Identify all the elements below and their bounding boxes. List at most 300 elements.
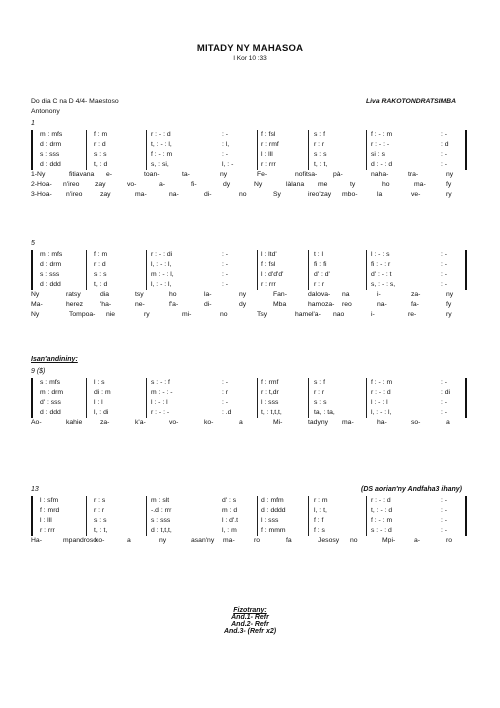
lyric-line <box>31 290 466 300</box>
voice-row <box>31 408 466 418</box>
lyric-syllable: la- <box>204 291 212 298</box>
lyric-syllable: 3-Hoa- <box>31 191 52 198</box>
lyric-syllable: naha- <box>371 171 389 178</box>
note-cell: t, : d <box>94 161 108 168</box>
lyric-syllable: tsy <box>135 291 144 298</box>
note-cell: r : rrr <box>40 527 55 534</box>
bar-line <box>308 496 309 536</box>
lyric-syllable: na- <box>169 191 179 198</box>
note-cell: t, : t, <box>94 527 108 534</box>
note-cell: s : sss <box>40 271 60 278</box>
note-cell: m : slt <box>151 497 170 504</box>
bar-line <box>366 496 367 536</box>
lyric-syllable: hamel'a- <box>295 311 321 318</box>
dal-segno-note: (DS aorian'ny Andfaha3 ihany) <box>361 486 462 493</box>
lyric-line <box>31 170 466 180</box>
bar-line <box>146 250 147 290</box>
note-cell: f : - : m <box>151 151 173 158</box>
note-cell: l, : - <box>222 161 234 168</box>
lyric-syllable: pà- <box>333 171 343 178</box>
note-cell: m : drm <box>40 389 64 396</box>
note-cell: f : - : m <box>371 379 393 386</box>
note-cell: : - <box>222 131 229 138</box>
note-cell: l : s <box>94 379 105 386</box>
bar-line <box>31 378 33 418</box>
note-cell: : - <box>441 281 448 288</box>
bar-line <box>257 250 258 290</box>
note-cell: d : mfm <box>261 497 284 504</box>
lyric-syllable: ko- <box>95 537 105 544</box>
lyric-syllable: ve- <box>411 191 421 198</box>
note-cell: f : s <box>314 527 325 534</box>
lyric-syllable: hamoza- <box>308 301 335 308</box>
note-cell: -.d : rrr <box>151 507 172 514</box>
note-cell: : r <box>222 389 229 396</box>
note-cell: r : d <box>94 261 106 268</box>
note-cell: s : s <box>94 151 107 158</box>
bible-reference: I Kor 10 :33 <box>233 55 267 62</box>
lyric-syllable: no <box>350 537 358 544</box>
note-cell: d : - : d <box>371 161 393 168</box>
lyric-syllable: dy <box>239 301 247 308</box>
lyric-syllable: Ao- <box>31 419 42 426</box>
lyric-syllable: Mi- <box>273 419 283 426</box>
lyric-syllable: ny <box>446 291 454 298</box>
note-cell: d : drm <box>40 141 62 148</box>
structure-line: And.2- Refr <box>231 621 269 628</box>
note-cell: s : s <box>314 151 327 158</box>
note-cell: t, : - : l, <box>151 141 172 148</box>
lyric-syllable: zay <box>100 191 111 198</box>
lyric-syllable: tadyny <box>308 419 329 426</box>
lyric-syllable: ha- <box>377 419 387 426</box>
lyric-syllable: so- <box>411 419 421 426</box>
staff <box>31 130 466 170</box>
lyric-syllable: 1-Ny <box>31 171 46 178</box>
note-cell: : - <box>441 151 448 158</box>
note-cell: l : sfm <box>40 497 59 504</box>
lyric-syllable: ne- <box>135 301 145 308</box>
note-cell: s : - : f <box>151 379 170 386</box>
lyric-syllable: Fan- <box>273 291 287 298</box>
note-cell: l : sss <box>261 399 279 406</box>
lyric-syllable: na <box>342 291 350 298</box>
lyric-syllable: ireo'zay <box>308 191 332 198</box>
lyric-line <box>31 190 466 200</box>
lyric-syllable: a <box>446 419 450 426</box>
lyric-syllable: 2-Hoa- <box>31 181 52 188</box>
note-cell: : - <box>441 251 448 258</box>
note-cell: : - <box>222 261 229 268</box>
lyric-syllable: ho <box>169 291 177 298</box>
note-cell: r : r <box>314 389 325 396</box>
lyric-syllable: reo <box>342 301 352 308</box>
lyric-syllable: dy <box>223 181 231 188</box>
lyric-line <box>31 536 466 546</box>
lyric-syllable: làlana <box>286 181 305 188</box>
lyric-syllable: e- <box>106 171 113 178</box>
lyric-syllable: fa <box>286 537 292 544</box>
bar-line <box>31 250 33 290</box>
bar-line <box>257 496 258 536</box>
note-cell: l : lll <box>40 517 52 524</box>
bar-line <box>31 130 33 170</box>
lyric-line <box>31 180 466 190</box>
lyric-syllable: n'ireo <box>66 191 83 198</box>
note-cell: s : f <box>314 131 325 138</box>
note-cell: r : - : - <box>371 141 390 148</box>
note-cell: l : - : s <box>371 251 390 258</box>
lyric-syllable: fitiavana <box>69 171 95 178</box>
lyric-syllable: ho <box>382 181 390 188</box>
note-cell: s, : - : s, <box>371 281 396 288</box>
note-cell: f : - : m <box>371 517 393 524</box>
lyric-syllable: ny <box>239 291 247 298</box>
voice-row <box>31 398 466 408</box>
note-cell: : - <box>441 379 448 386</box>
note-cell: s : sss <box>151 517 171 524</box>
note-cell: : - <box>441 399 448 406</box>
lyric-syllable: ko- <box>204 419 214 426</box>
lyric-syllable: ry <box>446 311 452 318</box>
note-cell: d : dddd <box>261 507 286 514</box>
lyric-syllable: fy <box>446 301 452 308</box>
note-cell: s, : si, <box>151 161 169 168</box>
note-cell: : - <box>222 379 229 386</box>
lyric-syllable: nofitsa- <box>295 171 318 178</box>
lyric-line <box>31 310 466 320</box>
note-cell: r : r <box>314 281 325 288</box>
note-cell: : - <box>441 497 448 504</box>
measure-number: 1 <box>31 120 35 127</box>
lyric-syllable: zay <box>95 181 106 188</box>
bar-line <box>465 496 467 536</box>
lyric-syllable: 'ha- <box>100 301 112 308</box>
lyric-syllable: asan'ny <box>191 537 215 544</box>
note-cell: m : - : - <box>151 389 173 396</box>
lyric-syllable: no <box>239 191 247 198</box>
staff <box>31 378 466 418</box>
bar-line <box>86 496 87 536</box>
note-cell: m : mfs <box>40 251 63 258</box>
lyric-line <box>31 418 466 428</box>
note-cell: f : fsl <box>261 261 276 268</box>
lyric-syllable: vo- <box>169 419 179 426</box>
lyric-syllable: la <box>377 191 383 198</box>
bar-line <box>308 130 309 170</box>
note-cell: s : - : d <box>371 527 392 534</box>
note-cell: l : - : l <box>151 399 168 406</box>
note-cell: : - <box>441 527 448 534</box>
note-cell: r : m <box>314 497 328 504</box>
lyric-syllable: a- <box>414 537 421 544</box>
measure-number: 9 ($) <box>31 368 46 375</box>
note-cell: m : - : l, <box>151 271 174 278</box>
note-cell: t : l <box>314 251 324 258</box>
note-cell: r : d <box>94 141 106 148</box>
lyric-syllable: fy <box>446 181 452 188</box>
lyric-syllable: ny <box>220 171 228 178</box>
note-cell: : - <box>441 507 448 514</box>
note-cell: l, : t, <box>314 507 327 514</box>
structure-line: And.3- (Refr x2) <box>223 628 277 635</box>
lyric-syllable: Sy <box>273 191 281 198</box>
note-cell: r : - : d <box>371 497 391 504</box>
lyric-syllable: ty <box>350 181 356 188</box>
voice-row <box>31 140 466 150</box>
song-title: MITADY NY MAHASOA <box>196 43 304 54</box>
note-cell: ta, : ta, <box>314 409 335 416</box>
note-cell: : - <box>441 131 448 138</box>
note-cell: : - <box>441 161 448 168</box>
composer-name: Liva RAKOTONDRATSIMBA <box>366 98 456 105</box>
lyric-syllable: mbo- <box>342 191 358 198</box>
note-cell: r : r <box>314 141 325 148</box>
bar-line <box>257 378 258 418</box>
bar-line <box>146 378 147 418</box>
note-cell: l : - : l <box>371 399 388 406</box>
lyric-syllable: herez <box>66 301 84 308</box>
note-cell: : - <box>222 251 229 258</box>
note-cell: t, : d <box>94 281 108 288</box>
lyric-syllable: toan- <box>144 171 160 178</box>
voice-row <box>31 160 466 170</box>
bar-line <box>366 250 367 290</box>
structure-lines <box>0 614 500 635</box>
lyric-syllable: tra- <box>408 171 419 178</box>
lyric-syllable: di- <box>204 301 212 308</box>
system-heading: Isan'andininy: <box>31 356 78 363</box>
note-cell: f : m <box>94 131 108 138</box>
bar-line <box>86 378 87 418</box>
note-cell: : - <box>222 399 229 406</box>
lyric-syllable: dia <box>100 291 110 298</box>
voice-row <box>31 526 466 536</box>
bar-line <box>86 250 87 290</box>
voice-row <box>31 506 466 516</box>
note-cell: d : t,t,t, <box>151 527 172 534</box>
lyric-syllable: ro <box>446 537 453 544</box>
voice-row <box>31 280 466 290</box>
note-cell: : di <box>441 389 451 396</box>
note-cell: : .d <box>222 409 232 416</box>
lyric-syllable: kahie <box>66 419 83 426</box>
measure-number: 13 <box>31 486 39 493</box>
note-cell: l, : - : l, <box>371 409 392 416</box>
note-cell: f : m <box>94 251 108 258</box>
note-cell: t, : - : d <box>371 507 393 514</box>
note-cell: : - <box>222 281 229 288</box>
structure-block <box>0 607 500 635</box>
lyric-syllable: ny <box>159 537 167 544</box>
lyric-syllable: nie <box>106 311 116 318</box>
lyric-syllable: Mba <box>273 301 287 308</box>
arranger-name: Antonony <box>31 108 60 115</box>
bar-line <box>308 378 309 418</box>
note-cell: d : drm <box>40 261 62 268</box>
lyric-line <box>31 300 466 310</box>
note-cell: s : s <box>94 271 107 278</box>
note-cell: l : l <box>94 399 103 406</box>
voice-row <box>31 130 466 140</box>
lyric-syllable: mi- <box>182 311 192 318</box>
note-cell: d : ddd <box>40 161 61 168</box>
note-cell: t, : t, <box>314 161 328 168</box>
bar-line <box>257 130 258 170</box>
note-cell: : - <box>441 261 448 268</box>
note-cell: r : - : d <box>371 389 391 396</box>
voice-row <box>31 250 466 260</box>
bar-line <box>31 496 33 536</box>
lyric-syllable: Ha- <box>31 537 42 544</box>
lyric-syllable: Mpi- <box>382 537 396 544</box>
note-cell: : - <box>222 271 229 278</box>
voice-row <box>31 378 466 388</box>
note-cell: l : sss <box>261 517 279 524</box>
note-cell: m : mfs <box>40 131 63 138</box>
bar-line <box>308 250 309 290</box>
note-cell: f : mrd <box>40 507 60 514</box>
note-cell: r : - : d <box>151 131 171 138</box>
note-cell: r : s <box>94 497 106 504</box>
note-cell: f : fsl <box>261 131 276 138</box>
note-cell: r : rrr <box>261 161 276 168</box>
bar-line <box>465 130 467 170</box>
lyric-syllable: Ny <box>254 181 263 188</box>
note-cell: r : rrr <box>261 281 276 288</box>
note-cell: r : - : di <box>151 251 173 258</box>
voice-row <box>31 260 466 270</box>
lyric-syllable: n'ireo <box>63 181 80 188</box>
note-cell: l : ltd' <box>261 251 277 258</box>
lyric-syllable: no <box>220 311 228 318</box>
bar-line <box>366 378 367 418</box>
lyric-syllable: Jesosy <box>318 537 340 544</box>
staff <box>31 250 466 290</box>
note-cell: d' : d' <box>314 271 330 278</box>
note-cell: s : sss <box>40 151 60 158</box>
note-cell: l, : m <box>222 527 237 534</box>
note-cell: l : lll <box>261 151 273 158</box>
bar-line <box>146 496 147 536</box>
lyric-syllable: ry <box>446 191 452 198</box>
note-cell: fi : - : r <box>371 261 391 268</box>
voice-row <box>31 516 466 526</box>
lyric-syllable: i- <box>377 291 381 298</box>
note-cell: d : ddd <box>40 281 61 288</box>
bar-line <box>146 130 147 170</box>
lyric-syllable: mpandroso <box>63 537 98 544</box>
lyric-syllable: ma- <box>414 181 426 188</box>
bar-line <box>366 130 367 170</box>
lyric-syllable: ta- <box>182 171 190 178</box>
lyric-syllable: ny <box>446 171 454 178</box>
note-cell: t, : t,t,t, <box>261 409 282 416</box>
note-cell: l : d'.t <box>222 517 239 524</box>
note-cell: : l, <box>222 141 230 148</box>
note-cell: : - <box>441 409 448 416</box>
note-cell: f : f <box>314 517 324 524</box>
note-cell: l, : - : l, <box>151 281 172 288</box>
voice-row <box>31 150 466 160</box>
note-cell: l, : di <box>94 409 109 416</box>
note-cell: r : r <box>94 507 105 514</box>
note-cell: r : - : - <box>151 409 170 416</box>
note-cell: : - <box>222 151 229 158</box>
note-cell: : d <box>441 141 449 148</box>
bar-line <box>465 250 467 290</box>
bar-line <box>86 130 87 170</box>
lyric-syllable: dalova- <box>308 291 331 298</box>
lyric-syllable: a <box>127 537 131 544</box>
lyric-syllable: Ma- <box>31 301 43 308</box>
lyric-syllable: ratsy <box>66 291 81 298</box>
lyric-syllable: ry <box>144 311 150 318</box>
lyric-syllable: Fe- <box>257 171 268 178</box>
lyric-syllable: ma- <box>135 191 147 198</box>
note-cell: d' : - : t <box>371 271 392 278</box>
note-cell: di : m <box>94 389 111 396</box>
key-signature: Do dia C na D 4/4- Maestoso <box>31 98 119 105</box>
lyric-syllable: Tsy <box>257 311 268 318</box>
note-cell: s : s <box>94 517 107 524</box>
lyric-syllable: Tompoa- <box>69 311 96 318</box>
note-cell: f : rmf <box>261 379 279 386</box>
note-cell: r : t,dr <box>261 389 279 396</box>
lyric-syllable: ma- <box>342 419 354 426</box>
voice-row <box>31 270 466 280</box>
lyric-syllable: i- <box>371 311 375 318</box>
note-cell: s : s <box>314 399 327 406</box>
structure-heading: Fizotrany: <box>233 607 267 614</box>
lyric-syllable: za- <box>100 419 110 426</box>
note-cell: m : d <box>222 507 238 514</box>
note-cell: fi : fi <box>314 261 327 268</box>
lyric-syllable: na- <box>377 301 387 308</box>
lyric-syllable: ma- <box>223 537 235 544</box>
lyric-syllable: k'a- <box>135 419 146 426</box>
lyric-syllable: di- <box>204 191 212 198</box>
lyric-syllable: Ny <box>31 291 40 298</box>
note-cell: f : mmm <box>261 527 286 534</box>
measure-number: 5 <box>31 240 35 247</box>
lyric-syllable: za- <box>411 291 421 298</box>
note-cell: l, : - : l, <box>151 261 172 268</box>
lyric-syllable: a- <box>159 181 166 188</box>
lyric-syllable: me <box>318 181 328 188</box>
note-cell: s : f <box>314 379 325 386</box>
voice-row <box>31 496 466 506</box>
note-cell: s : mfs <box>40 379 61 386</box>
voice-row <box>31 388 466 398</box>
lyric-syllable: f'a- <box>169 301 179 308</box>
lyric-syllable: vo- <box>127 181 137 188</box>
lyric-syllable: Ny <box>31 311 40 318</box>
note-cell: f : - : m <box>371 131 393 138</box>
lyric-syllable: ro <box>254 537 261 544</box>
bar-line <box>465 378 467 418</box>
lyric-syllable: fi- <box>191 181 197 188</box>
note-cell: si : s <box>371 151 385 158</box>
note-cell: l : d'd'd' <box>261 271 284 278</box>
note-cell: d' : s <box>222 497 237 504</box>
staff <box>31 496 466 536</box>
note-cell: d' : sss <box>40 399 61 406</box>
note-cell: r : rmf <box>261 141 279 148</box>
note-cell: : - <box>441 271 448 278</box>
note-cell: : - <box>441 517 448 524</box>
lyric-syllable: a <box>239 419 243 426</box>
